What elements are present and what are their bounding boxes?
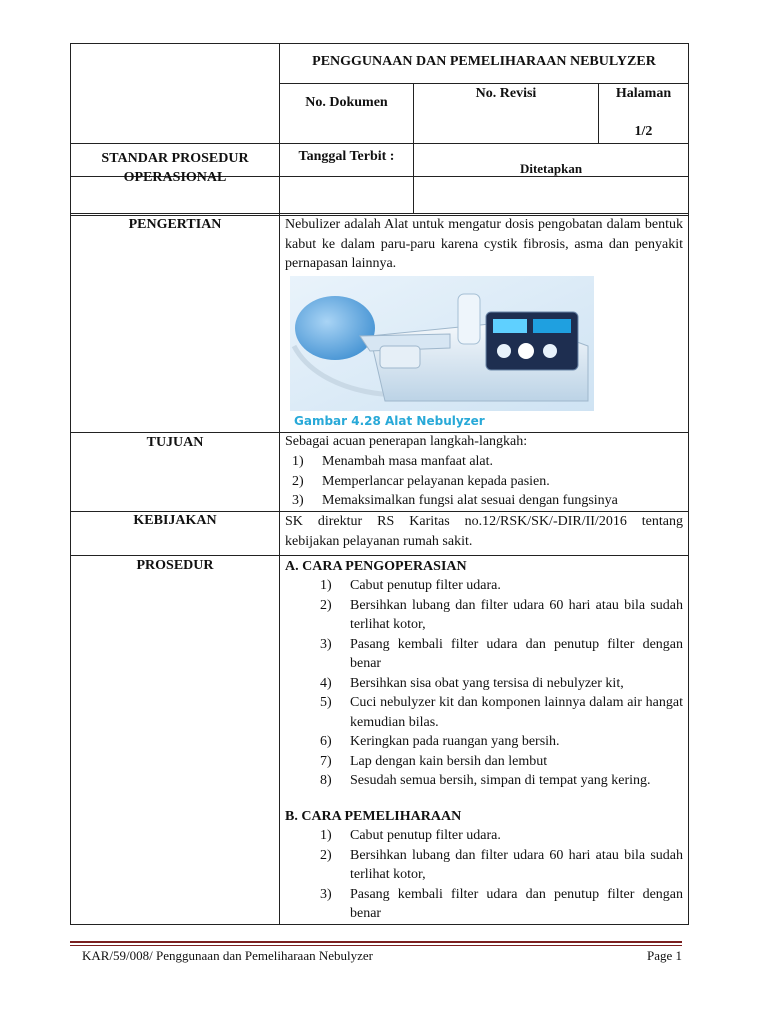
tanggal-terbit-label: Tanggal Terbit : bbox=[298, 149, 395, 164]
table-line bbox=[70, 43, 689, 44]
list-item: 3) Pasang kembali filter udara dan penutup filter dengan benar bbox=[320, 886, 683, 921]
table-line bbox=[70, 213, 689, 214]
list-item: 1) Cabut penutup filter udara. bbox=[320, 578, 501, 593]
footer-page-number: Page 1 bbox=[646, 948, 682, 963]
table-line bbox=[413, 83, 414, 214]
list-item: 4) Bersihkan sisa obat yang tersisa di nebulyzer kit, bbox=[320, 675, 624, 691]
image-caption: Gambar 4.28 Alat Nebulyzer bbox=[294, 414, 485, 428]
table-line bbox=[70, 143, 689, 144]
list-item: 3) Memaksimalkan fungsi alat sesuai dengan fungsinya bbox=[292, 493, 618, 508]
list-item: 1) Menambah masa manfaat alat. bbox=[292, 454, 494, 469]
footer-divider bbox=[70, 945, 682, 946]
list-item: 7) Lap dengan kain bersih dan lembut bbox=[320, 753, 548, 769]
table-line bbox=[279, 83, 689, 84]
no-revisi-label: No. Revisi bbox=[475, 86, 537, 101]
list-item: 2) Bersihkan lubang dan filter udara 60 hari atau bila sudah terlihat kotor, bbox=[320, 597, 683, 632]
section-a-heading: A. CARA PENGOPERASIAN bbox=[285, 559, 467, 574]
table-line bbox=[688, 43, 689, 925]
footer-divider bbox=[70, 941, 682, 943]
kebijakan-text: SK direktur RS Karitas no.12/RSK/SK/-DIR/II/2016 tentang kebijakan pelayanan rumah sakit. bbox=[285, 514, 683, 549]
list-item: 2) Memperlancar pelayanan kepada pasien. bbox=[292, 473, 550, 489]
no-dokumen-label: No. Dokumen bbox=[305, 95, 388, 110]
tujuan-list bbox=[292, 452, 683, 511]
pengertian-text: Nebulizer adalah Alat untuk mengatur dosis pengobatan dalam bentuk kabut ke dalam paru-paru karena cystik fibrosis, asma dan penyakit pernapasan lainnya. bbox=[285, 217, 683, 271]
table-line bbox=[70, 555, 689, 556]
section-b-heading: B. CARA PEMELIHARAAN bbox=[285, 809, 462, 824]
halaman-label: Halaman bbox=[615, 86, 672, 101]
list-item: 5) Cuci nebulyzer kit dan komponen lainnya dalam air hangat kemudian bilas. bbox=[320, 695, 683, 730]
table-line bbox=[70, 924, 689, 925]
list-item: 8) Sesudah semua bersih, simpan di tempat yang kering. bbox=[320, 773, 651, 788]
footer-left: KAR/59/008/ Penggunaan dan Pemeliharaan Nebulyzer bbox=[82, 948, 373, 963]
halaman-value: 1/2 bbox=[634, 124, 653, 139]
prosedur-b-list bbox=[320, 826, 683, 924]
pengertian-label: PENGERTIAN bbox=[128, 217, 222, 232]
list-item: 3) Pasang kembali filter udara dan penutup filter dengan benar bbox=[320, 636, 683, 671]
tujuan-intro: Sebagai acuan penerapan langkah-langkah: bbox=[285, 434, 528, 449]
table-line bbox=[70, 43, 71, 925]
prosedur-a-list bbox=[320, 576, 683, 791]
sop-label: STANDAR PROSEDUR OPERASIONAL bbox=[101, 151, 249, 185]
table-line bbox=[279, 43, 280, 925]
kebijakan-label: KEBIJAKAN bbox=[133, 513, 217, 528]
nebulyzer-device-illustration bbox=[290, 276, 594, 429]
nebulyzer-image bbox=[290, 276, 594, 429]
list-item: 6) Keringkan pada ruangan yang bersih. bbox=[320, 734, 560, 749]
prosedur-label: PROSEDUR bbox=[136, 558, 214, 573]
list-item: 2) Bersihkan lubang dan filter udara 60 hari atau bila sudah terlihat kotor, bbox=[320, 847, 683, 882]
tujuan-label: TUJUAN bbox=[146, 435, 204, 450]
document-title: PENGGUNAAN DAN PEMELIHARAAN NEBULYZER bbox=[312, 54, 656, 69]
list-item: 1) Cabut penutup filter udara. bbox=[320, 828, 501, 843]
ditetapkan-label: Ditetapkan bbox=[519, 161, 583, 176]
